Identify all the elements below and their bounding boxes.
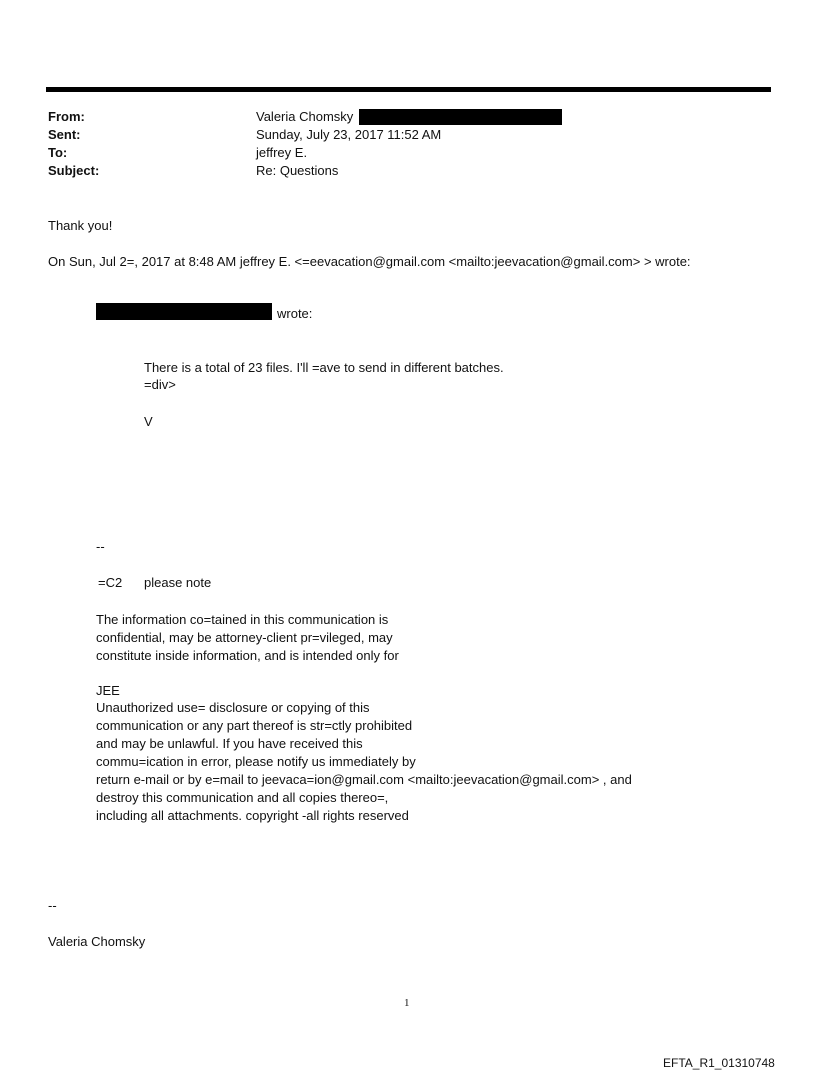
to-value: jeffrey E. [256,145,308,160]
unauthorized-line: Unauthorized use= disclosure or copying of this [96,700,370,715]
signature-dashes: -- [96,539,105,554]
sent-label: Sent: [48,127,81,142]
to-label: To: [48,145,68,160]
wrote-suffix: wrote: [277,306,313,321]
note-code: =C2 [98,575,123,590]
page-number: 1 [404,997,410,1009]
closing-dashes: -- [48,898,57,913]
header-rule [46,87,771,92]
unauthorized-line: including all attachments. copyright -all rights reserved [96,808,409,823]
subject-value: Re: Questions [256,163,339,178]
greeting: Thank you! [48,218,113,233]
note-text: please note [144,575,212,590]
jee-line: JEE [96,683,120,698]
unauthorized-line: and may be unlawful. If you have received this [96,736,363,751]
signature-name: Valeria Chomsky [48,934,146,949]
from-value: Valeria Chomsky [256,109,354,124]
document-id: EFTA_R1_01310748 [663,1056,775,1070]
unauthorized-line: communication or any part thereof is str=ctly prohibited [96,718,413,733]
unauthorized-line: destroy this communication and all copies thereo=, [96,790,389,805]
confidential-line: The information co=tained in this communication is [96,612,389,627]
files-line: There is a total of 23 files. I'll =ave to send in different batches. [144,360,504,375]
redaction-sender [96,303,272,320]
from-label: From: [48,109,85,124]
quote-intro: On Sun, Jul 2=, 2017 at 8:48 AM jeffrey E. <=eevacation@gmail.com <mailto:jeevacation@gmail.com> > wrote: [48,254,691,269]
confidential-line: confidential, may be attorney-client pr=vileged, may [96,630,393,645]
confidential-line: constitute inside information, and is intended only for [96,648,399,663]
unauthorized-line: commu=ication in error, please notify us immediately by [96,754,416,769]
subject-label: Subject: [48,163,100,178]
sent-value: Sunday, July 23, 2017 11:52 AM [256,127,442,142]
v-line: V [144,414,153,429]
redaction-from-email [359,109,562,125]
unauthorized-line: return e-mail or by e=mail to jeevaca=ion@gmail.com <mailto:jeevacation@gmail.com> , and [96,772,632,787]
div-line: =div> [144,377,176,392]
